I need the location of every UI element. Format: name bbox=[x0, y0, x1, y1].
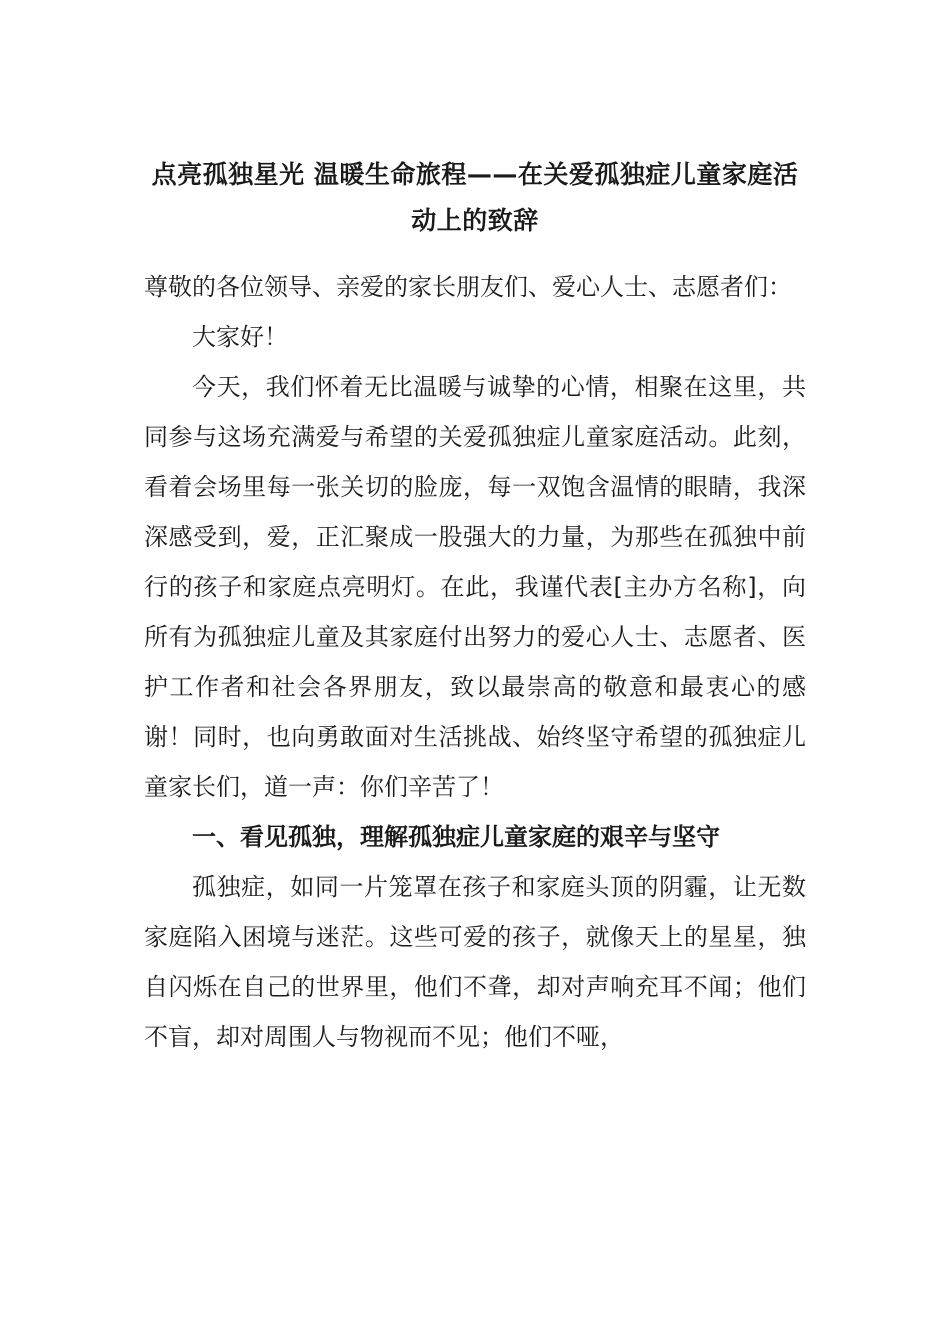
document-title: 点亮孤独星光 温暖生命旅程——在关爱孤独症儿童家庭活动上的致辞 bbox=[151, 160, 799, 235]
salutation: 尊敬的各位领导、亲爱的家长朋友们、爱心人士、志愿者们： bbox=[144, 273, 792, 301]
paragraph-opening: 今天，我们怀着无比温暖与诚挚的心情，相聚在这里，共同参与这场充满爱与希望的关爱孤独症儿童家庭活动。此刻，看着会场里每一张关切的脸庞，每一双饱含温情的眼睛，我深深感受到，爱，正汇聚成一股强大的力量，为那些在孤独中前行的孩子和家庭点亮明灯。在此，我谨代表[主办方名称]，向所有为孤独症儿童及其家庭付出努力的爱心人士、志愿者、医护工作者和社会各界朋友，致以最崇高的敬意和最衷心的感谢！同时，也向勇敢面对生活挑战、始终坚守希望的孤独症儿童家长们，道一声：你们辛苦了！ bbox=[144, 373, 806, 801]
document-page bbox=[144, 152, 806, 1062]
section-heading-1: 一、看见孤独，理解孤独症儿童家庭的艰辛与坚守 bbox=[192, 823, 720, 851]
paragraph-section-1: 孤独症，如同一片笼罩在孩子和家庭头顶的阴霾，让无数家庭陷入困境与迷茫。这些可爱的孩子，就像天上的星星，独自闪烁在自己的世界里，他们不聋，却对声响充耳不闻；他们不盲，却对周围人与物视而不见；他们不哑， bbox=[144, 873, 806, 1051]
greeting: 大家好！ bbox=[192, 323, 288, 351]
